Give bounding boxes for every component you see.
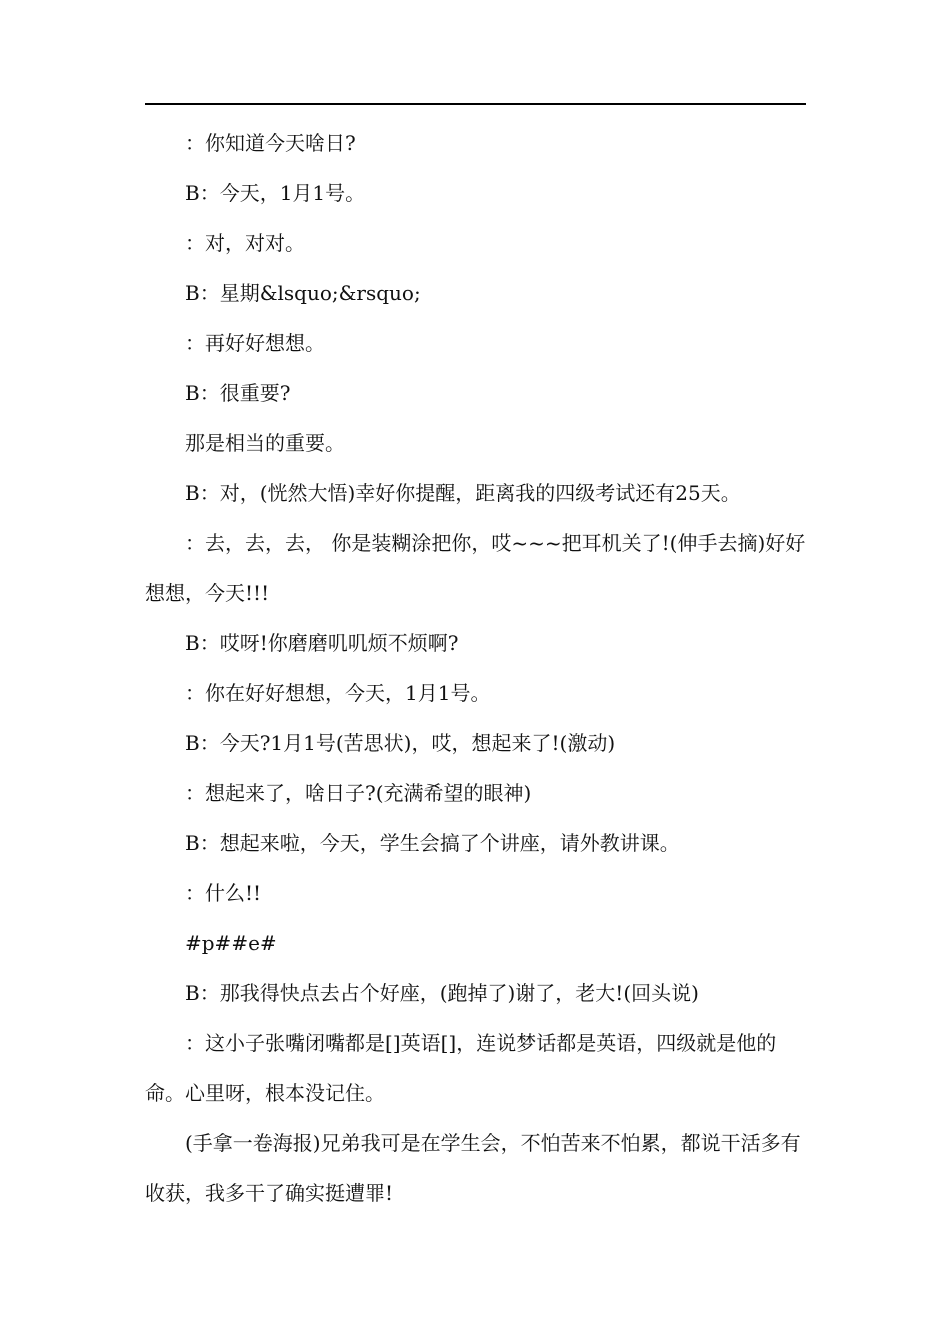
paragraph: (手拿一卷海报)兄弟我可是在学生会，不怕苦来不怕累，都说干活多有收获，我多干了确实挺遭罪! [145, 1131, 801, 1205]
page-break-marker: #p##e# [185, 931, 277, 955]
paragraph: B：想起来啦，今天，学生会搞了个讲座，请外教讲课。 [185, 831, 680, 855]
paragraph: B：对，(恍然大悟)幸好你提醒，距离我的四级考试还有25天。 [185, 481, 741, 505]
paragraph: ：去，去，去， 你是装糊涂把你，哎~~~把耳机关了!(伸手去摘)好好想想，今天!!! [145, 531, 806, 605]
paragraph: B：今天，1月1号。 [185, 181, 366, 205]
paragraph: B：星期&lsquo;&rsquo; [185, 281, 421, 305]
paragraph: B：今天?1月1号(苦思状)，哎，想起来了!(激动) [185, 731, 616, 755]
paragraph: ：什么!! [185, 881, 262, 905]
paragraph: ：这小子张嘴闭嘴都是[]英语[]，连说梦话都是英语，四级就是他的命。心里呀，根本没记住。 [145, 1031, 777, 1105]
paragraph: ：你知道今天啥日? [185, 131, 356, 155]
paragraph: ：你在好好想想，今天，1月1号。 [185, 681, 491, 705]
paragraph: B：那我得快点去占个好座，(跑掉了)谢了，老大!(回头说) [185, 981, 699, 1005]
header-rule [145, 103, 806, 105]
paragraph: ：对，对对。 [185, 231, 305, 255]
document-body [145, 118, 806, 1218]
paragraph: 那是相当的重要。 [185, 431, 345, 455]
paragraph: B：很重要? [185, 381, 291, 405]
paragraph: B：哎呀!你磨磨叽叽烦不烦啊? [185, 631, 459, 655]
paragraph: ：再好好想想。 [185, 331, 325, 355]
paragraph: ：想起来了，啥日子?(充满希望的眼神) [185, 781, 532, 805]
